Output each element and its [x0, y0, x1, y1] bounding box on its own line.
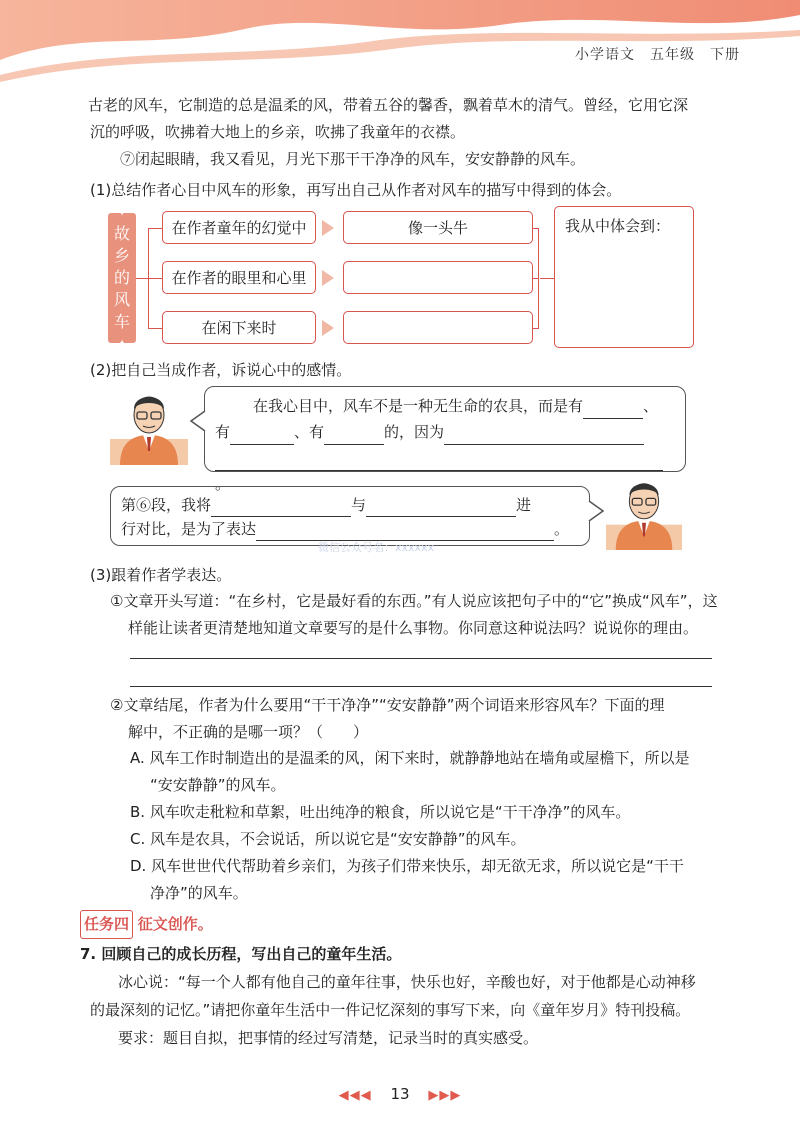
- question-3-item-2: [110, 692, 730, 746]
- option-text: D. 风车世世代代帮助着乡亲们，为孩子们带来快乐，却无欲无求，所以说它是“干干: [130, 857, 684, 875]
- option-b[interactable]: [130, 799, 730, 826]
- blank-field[interactable]: [324, 428, 384, 445]
- row-label-box: [162, 261, 316, 294]
- task-tag: 任务四: [80, 910, 133, 939]
- option-d[interactable]: [130, 853, 730, 907]
- author-avatar-left: [110, 385, 188, 465]
- q7-line: 要求：题目自拟，把事情的经过写清楚，记录当时的真实感受。: [118, 1029, 539, 1047]
- blank-field[interactable]: [444, 428, 644, 445]
- vertical-title: ✦ 故 乡 的 风 车 ✦: [108, 213, 136, 343]
- option-a[interactable]: [130, 745, 730, 799]
- option-text: 净净”的风车。: [150, 884, 248, 902]
- blank-field[interactable]: [215, 454, 663, 471]
- arrow-icon: [322, 220, 334, 236]
- item-line: ②文章结尾，作者为什么要用“干干净净”“安安静静”两个词语来形容风车？下面的理: [110, 696, 665, 714]
- insight-box[interactable]: [554, 206, 694, 348]
- connector: [148, 228, 162, 229]
- bubble-tail: [190, 410, 206, 432]
- bubble-text: 、: [643, 397, 659, 415]
- vertical-title-char: 的: [113, 268, 130, 287]
- answer-line[interactable]: [130, 658, 712, 659]
- row-label-box: [162, 211, 316, 244]
- arrow-icon: [322, 320, 334, 336]
- question-3-item-1: [110, 588, 730, 642]
- question-7-title: 7. 回顾自己的成长历程，写出自己的童年生活。: [80, 945, 402, 963]
- bubble-text: 。: [215, 475, 231, 493]
- row-label: 在作者的眼里和心里: [171, 269, 307, 287]
- task-4-heading: [80, 910, 720, 939]
- bubble-text: 。: [554, 520, 570, 538]
- question-2-prompt: (2)把自己当成作者，诉说心中的感情。: [90, 361, 352, 379]
- item-line: 解中，不正确的是哪一项？（ ）: [128, 723, 369, 741]
- bubble-text: 的，因为: [384, 423, 445, 441]
- bubble-text: 、有: [294, 423, 325, 441]
- bubble-text: 与: [351, 496, 367, 514]
- vertical-title-char: 故: [113, 224, 130, 243]
- question-1-prompt: (1)总结作者心目中风车的形象，再写出自己从作者对风车的描写中得到的体会。: [90, 181, 622, 199]
- watermark: 微信公众号名：xxxxxx: [318, 541, 435, 554]
- bubble-text: 有: [215, 423, 231, 441]
- bubble-text: 第⑥段，我将: [121, 496, 212, 514]
- vertical-title-char: 风: [113, 290, 130, 309]
- answer-box[interactable]: [343, 311, 533, 344]
- speech-bubble-1: [204, 386, 686, 493]
- bubble-text: 进: [516, 496, 532, 514]
- arrow-icon: [322, 270, 334, 286]
- bubble-text: 行对比，是为了表达: [121, 520, 257, 538]
- option-text: B. 风车吹走秕粒和草絮，吐出纯净的粮食，所以说它是“干干净净”的风车。: [130, 803, 631, 821]
- passage-line: 沉的呼吸，吹拂着大地上的乡亲，吹拂了我童年的衣襟。: [90, 123, 466, 141]
- row-label: 在作者童年的幻觉中: [171, 219, 307, 237]
- question-3-prompt: (3)跟着作者学表达。: [90, 566, 232, 584]
- row-label-box: [162, 311, 316, 344]
- q7-line: 的最深刻的记忆。”请把你童年生活中一件记忆深刻的事写下来，向《童年岁月》特刊投稿。: [90, 1001, 691, 1019]
- connector: [148, 328, 162, 329]
- page-footer: [0, 1085, 800, 1103]
- blank-field[interactable]: [211, 500, 351, 517]
- passage: [90, 92, 730, 173]
- option-text: “安安静静”的风车。: [150, 776, 286, 794]
- bubble-text: 在我心目中，风车不是一种无生命的农具，而是有: [253, 397, 584, 415]
- page-number: 13: [390, 1085, 410, 1103]
- bubble-tail: [588, 500, 604, 522]
- option-c[interactable]: [130, 826, 730, 853]
- insight-label: 我从中体会到：: [565, 217, 671, 235]
- connector: [533, 328, 539, 329]
- option-text: A. 风车工作时制造出的是温柔的风，闲下来时，就静静地站在墙角或屋檐下，所以是: [130, 749, 690, 767]
- blank-field[interactable]: [583, 402, 643, 419]
- connector: [533, 278, 539, 279]
- vertical-title-char: 乡: [113, 246, 130, 265]
- page-header-title: 小学语文 五年级 下册: [575, 47, 740, 63]
- speech-bubble-2: [110, 486, 590, 546]
- answer-text: 像一头牛: [407, 219, 468, 237]
- answer-line[interactable]: [130, 686, 712, 687]
- next-arrows-icon: ▶▶▶: [428, 1088, 462, 1103]
- question-7: [80, 940, 730, 1052]
- vertical-title-char: 车: [113, 312, 130, 331]
- task-title: 征文创作。: [137, 915, 213, 933]
- answer-box[interactable]: [343, 261, 533, 294]
- connector: [540, 278, 554, 279]
- author-avatar-right: [604, 472, 684, 550]
- prev-arrows-icon: ◀◀◀: [338, 1088, 372, 1103]
- row-label: 在闲下来时: [201, 319, 277, 337]
- passage-line: ⑦闭起眼睛，我又看见，月光下那干干净净的风车，安安静静的风车。: [120, 150, 586, 168]
- item-line: ①文章开头写道：“在乡村，它是最好看的东西。”有人说应该把句子中的“它”换成“风车”，这: [110, 592, 718, 610]
- passage-line: 古老的风车，它制造的总是温柔的风，带着五谷的馨香，飘着草木的清气。曾经，它用它深: [88, 96, 689, 114]
- answer-box[interactable]: [343, 211, 533, 244]
- item-line: 样能让读者更清楚地知道文章要写的是什么事物。你同意这种说法吗？说说你的理由。: [128, 619, 699, 637]
- connector: [533, 228, 539, 229]
- connector: [136, 278, 148, 279]
- q7-line: 冰心说：“每一个人都有他自己的童年往事，快乐也好，辛酸也好，对于他都是心动神移: [118, 973, 696, 991]
- options-list: [130, 745, 730, 907]
- blank-field[interactable]: [230, 428, 294, 445]
- option-text: C. 风车是农具，不会说话，所以说它是“安安静静”的风车。: [130, 830, 526, 848]
- connector: [148, 278, 162, 279]
- blank-field[interactable]: [366, 500, 516, 517]
